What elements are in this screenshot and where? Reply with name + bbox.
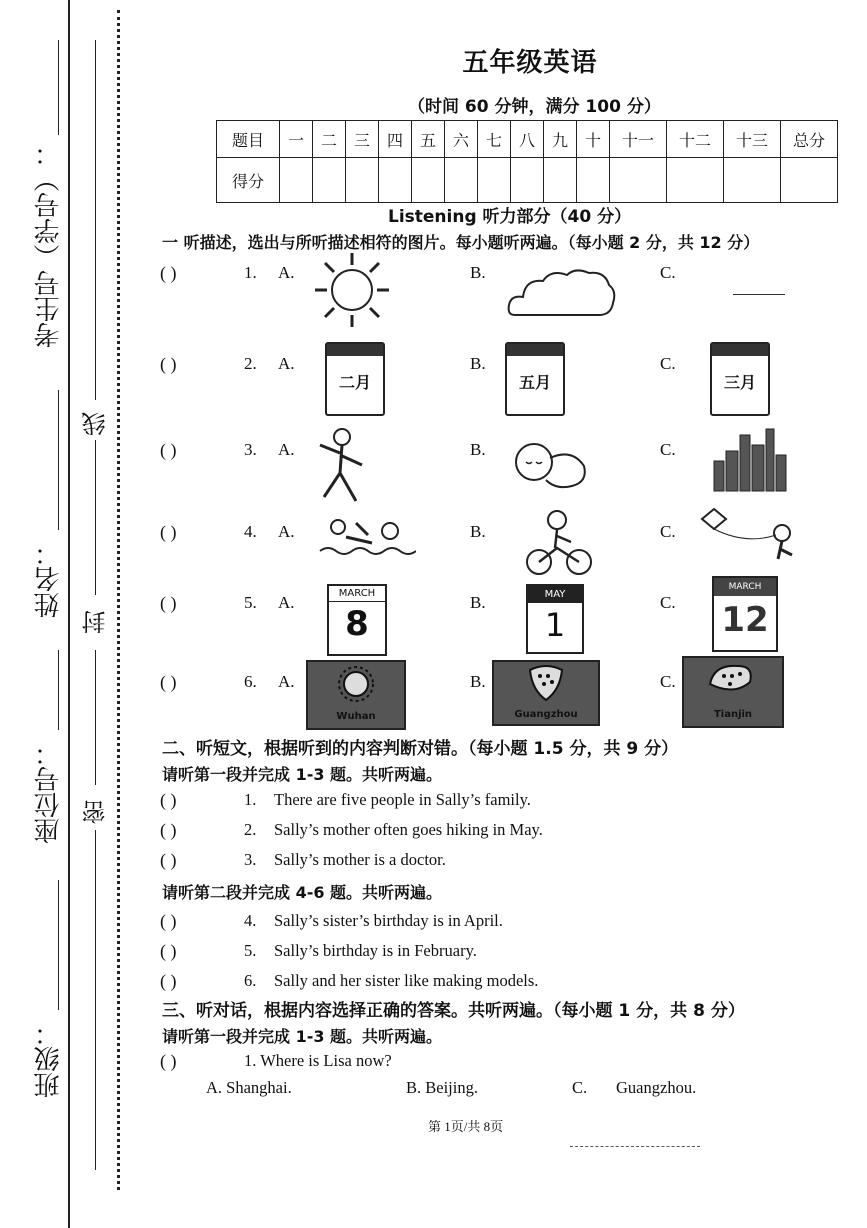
question-number: 5. <box>244 593 257 612</box>
answer-paren[interactable]: ( ) <box>160 911 177 931</box>
margin-inner-line <box>95 650 96 785</box>
score-input-cell[interactable] <box>346 158 379 203</box>
option-c-label: C. <box>660 440 676 459</box>
margin-inner-line <box>95 830 96 1170</box>
sun-icon <box>312 250 392 330</box>
calendar-day: 1 <box>544 606 566 644</box>
score-table-header-row <box>217 121 838 158</box>
name-blank <box>58 390 59 530</box>
score-input-cell[interactable] <box>280 158 313 203</box>
option-b-label: B. <box>470 672 486 691</box>
margin-dotted-line <box>117 10 120 1190</box>
part2-sub2: 请听第二段并完成 4-6 题。共听两遍。 <box>162 883 443 902</box>
part3-sub1: 请听第一段并完成 1-3 题。共听两遍。 <box>162 1027 443 1046</box>
footer-dash <box>570 1146 700 1147</box>
answer-paren[interactable]: ( ) <box>160 971 177 991</box>
page-footer: 第 1页/共 8页 <box>428 1119 504 1134</box>
option-a-label: A. <box>278 672 295 691</box>
score-table <box>216 120 838 203</box>
statement-text: Sally’s sister’s birthday is in April. <box>274 911 503 930</box>
date-calendar-icon <box>526 584 584 654</box>
answer-paren[interactable]: ( ) <box>160 593 177 613</box>
score-row-label: 得分 <box>217 158 280 203</box>
question-number: 3. <box>244 440 257 459</box>
question-number: 2. <box>244 354 257 373</box>
score-input-cell[interactable] <box>781 158 838 203</box>
exercising-person-icon <box>310 425 370 507</box>
answer-paren[interactable]: ( ) <box>160 672 177 692</box>
score-input-cell[interactable] <box>511 158 544 203</box>
margin-inner-line <box>95 40 96 400</box>
statement-number: 3. <box>244 850 257 869</box>
seal-text-seal: 封 <box>82 610 110 634</box>
calendar-icon <box>505 342 565 416</box>
date-calendar-icon <box>327 584 387 656</box>
option-a-label: A. <box>278 440 295 459</box>
cloud-icon <box>505 265 617 321</box>
calendar-month-text: 五月 <box>518 373 551 392</box>
score-cell: 九 <box>544 121 577 158</box>
option-c-label: C. <box>660 522 676 541</box>
option-b-label: B. <box>470 354 486 373</box>
option-b-label: B. <box>470 440 486 459</box>
option-a-label: A. <box>278 522 295 541</box>
score-table-score-row <box>217 158 838 203</box>
option-b-label: B. <box>470 263 486 282</box>
statement-number: 4. <box>244 911 257 930</box>
calendar-month: MARCH <box>714 578 776 596</box>
answer-paren[interactable]: ( ) <box>160 941 177 961</box>
answer-paren[interactable]: ( ) <box>160 1051 177 1071</box>
score-cell: 五 <box>412 121 445 158</box>
score-cell: 七 <box>478 121 511 158</box>
statement-number: 5. <box>244 941 257 960</box>
swimming-icon <box>316 515 416 565</box>
option-c-label: C. <box>660 672 676 691</box>
calendar-icon <box>325 342 385 416</box>
weather-map-rainy <box>682 656 784 728</box>
seal-text-line: 线 <box>82 412 110 436</box>
score-cell: 十一 <box>610 121 667 158</box>
score-cell: 二 <box>313 121 346 158</box>
cycling-icon <box>525 508 593 578</box>
statement-number: 2. <box>244 820 257 839</box>
calendar-month-text: 三月 <box>723 373 756 392</box>
seal-text-close: 密 <box>82 800 110 824</box>
answer-paren[interactable]: ( ) <box>160 440 177 460</box>
score-input-cell[interactable] <box>313 158 346 203</box>
name-label: 姓名： <box>34 540 64 618</box>
weather-map-rainy <box>492 660 600 726</box>
part2-sub1: 请听第一段并完成 1-3 题。共听两遍。 <box>162 765 443 784</box>
score-input-cell[interactable] <box>379 158 412 203</box>
class-blank <box>58 880 59 1010</box>
statement-number: 1. <box>244 790 257 809</box>
calendar-month-text: 二月 <box>338 373 371 392</box>
score-cell: 三 <box>346 121 379 158</box>
score-cell: 十三 <box>724 121 781 158</box>
score-input-cell[interactable] <box>724 158 781 203</box>
score-input-cell[interactable] <box>544 158 577 203</box>
exam-subtitle: （时间 60 分钟，满分 100 分） <box>408 97 661 117</box>
option-a-label: A. <box>278 263 295 282</box>
calendar-month: MAY <box>528 586 582 603</box>
rain-cloud-icon <box>494 662 598 704</box>
answer-paren[interactable]: ( ) <box>160 790 177 810</box>
blank-dash <box>733 294 785 295</box>
answer-paren[interactable]: ( ) <box>160 354 177 374</box>
score-cell: 总分 <box>781 121 838 158</box>
option-a-label: A. <box>278 593 295 612</box>
statement-text: Sally’s mother is a doctor. <box>274 850 446 869</box>
option-b: B. Beijing. <box>406 1078 478 1097</box>
city-name: Guangzhou <box>514 709 578 720</box>
calendar-day: 12 <box>721 600 769 640</box>
score-cell: 四 <box>379 121 412 158</box>
option-c-text: Guangzhou. <box>616 1078 697 1097</box>
score-input-cell[interactable] <box>445 158 478 203</box>
calendar-month: MARCH <box>329 586 385 602</box>
date-calendar-icon <box>712 576 778 652</box>
city-skyline-icon <box>710 425 790 495</box>
score-cell: 一 <box>280 121 313 158</box>
question-number: 1. <box>244 263 257 282</box>
statement-text: Sally and her sister like making models. <box>274 971 539 990</box>
exam-title: 五年级英语 <box>462 48 598 78</box>
weather-map-sunny <box>306 660 406 730</box>
option-a: A. Shanghai. <box>206 1078 292 1097</box>
question-number: 6. <box>244 672 257 691</box>
part3-instruction: 三、听对话，根据内容选择正确的答案。共听两遍。（每小题 1 分，共 8 分） <box>162 1001 745 1021</box>
question-number: 4. <box>244 522 257 541</box>
score-cell: 十 <box>577 121 610 158</box>
class-label: 班级： <box>34 1020 64 1098</box>
score-input-cell[interactable] <box>610 158 667 203</box>
statement-text: Sally’s birthday is in February. <box>274 941 477 960</box>
score-cell: 八 <box>511 121 544 158</box>
score-cell: 十二 <box>667 121 724 158</box>
score-input-cell[interactable] <box>412 158 445 203</box>
option-c-label: C. <box>660 593 676 612</box>
score-cell: 题目 <box>217 121 280 158</box>
option-b-label: B. <box>470 522 486 541</box>
part1-instruction: 一 听描述，选出与所听描述相符的图片。每小题听两遍。（每小题 2 分，共 12 分） <box>162 233 760 252</box>
calendar-icon <box>710 342 770 416</box>
option-c-label: C. <box>572 1078 588 1097</box>
exam-number-label: 考生号（学号）： <box>34 140 64 348</box>
score-input-cell[interactable] <box>577 158 610 203</box>
margin-inner-line <box>95 440 96 595</box>
score-input-cell[interactable] <box>478 158 511 203</box>
calendar-day: 8 <box>345 604 369 644</box>
answer-paren[interactable]: ( ) <box>160 850 177 870</box>
seat-number-label: 座位号： <box>34 740 64 844</box>
option-c-label: C. <box>660 263 676 282</box>
answer-paren[interactable]: ( ) <box>160 820 177 840</box>
margin-border-line <box>68 0 70 1228</box>
score-input-cell[interactable] <box>667 158 724 203</box>
statement-text: Sally’s mother often goes hiking in May. <box>274 820 543 839</box>
sleeping-baby-icon <box>512 438 590 492</box>
flying-kite-icon <box>696 505 804 567</box>
rain-cloud-icon <box>684 658 782 704</box>
statement-number: 6. <box>244 971 257 990</box>
sun-icon <box>308 662 404 706</box>
part2-instruction: 二、听短文，根据听到的内容判断对错。（每小题 1.5 分，共 9 分） <box>162 739 679 759</box>
option-a-label: A. <box>278 354 295 373</box>
city-name: Tianjin <box>713 709 753 720</box>
option-c-label: C. <box>660 354 676 373</box>
question-text: 1. Where is Lisa now? <box>244 1051 392 1070</box>
seat-number-blank <box>58 650 59 730</box>
answer-paren[interactable]: ( ) <box>160 522 177 542</box>
city-name: Wuhan <box>336 711 376 722</box>
option-b-label: B. <box>470 593 486 612</box>
listening-title: Listening 听力部分（40 分） <box>388 207 632 227</box>
score-cell: 六 <box>445 121 478 158</box>
answer-paren[interactable]: ( ) <box>160 263 177 283</box>
statement-text: There are five people in Sally’s family. <box>274 790 531 809</box>
